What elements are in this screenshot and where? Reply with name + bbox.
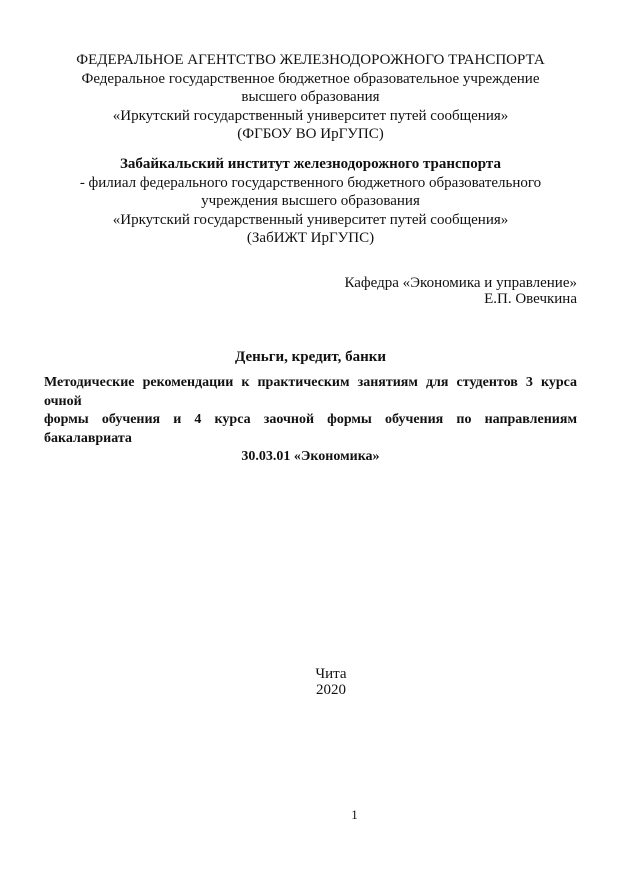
institute-branch-line-1: - филиал федерального государственного бюджетного образовательного (79, 174, 542, 191)
page-number: 1 (351, 807, 358, 822)
university-type-line-1: Федеральное государственное бюджетное образовательное учреждение (81, 70, 540, 87)
description-block (44, 374, 577, 467)
description-line-1: Методические рекомендации к практическим занятиям для студентов 3 курса очной (44, 375, 577, 409)
description-line-2: формы обучения и 4 курса заочной формы обучения по направлениям бакалавриата (44, 412, 577, 446)
university-type-line-2: высшего образования (241, 89, 380, 105)
imprint-year: 2020 (316, 682, 346, 698)
institute-abbreviation: (ЗабИЖТ ИрГУПС) (246, 230, 375, 246)
university-name: «Иркутский государственный университет путей сообщения» (112, 107, 509, 124)
institute-name: Забайкальский институт железнодорожного транспорта (120, 156, 501, 172)
institute-block (44, 155, 577, 248)
subject-title: Деньги, кредит, банки (234, 349, 387, 365)
subject-block (44, 348, 577, 367)
author-name: Е.П. Овечкина (484, 291, 577, 307)
university-abbreviation: (ФГБОУ ВО ИрГУПС) (237, 126, 384, 142)
agency-name: ФЕДЕРАЛЬНОЕ АГЕНТСТВО ЖЕЛЕЗНОДОРОЖНОГО ТРАНСПОРТА (76, 52, 545, 68)
imprint-city: Чита (315, 666, 347, 682)
agency-block (44, 51, 577, 144)
institute-branch-line-2: учреждения высшего образования (201, 193, 420, 209)
imprint-block (44, 666, 577, 698)
description-line-3: 30.03.01 «Экономика» (241, 449, 380, 464)
department-name: Кафедра «Экономика и управление» (344, 275, 577, 291)
institute-university-name: «Иркутский государственный университет путей сообщения» (112, 211, 509, 228)
department-block (44, 275, 577, 307)
